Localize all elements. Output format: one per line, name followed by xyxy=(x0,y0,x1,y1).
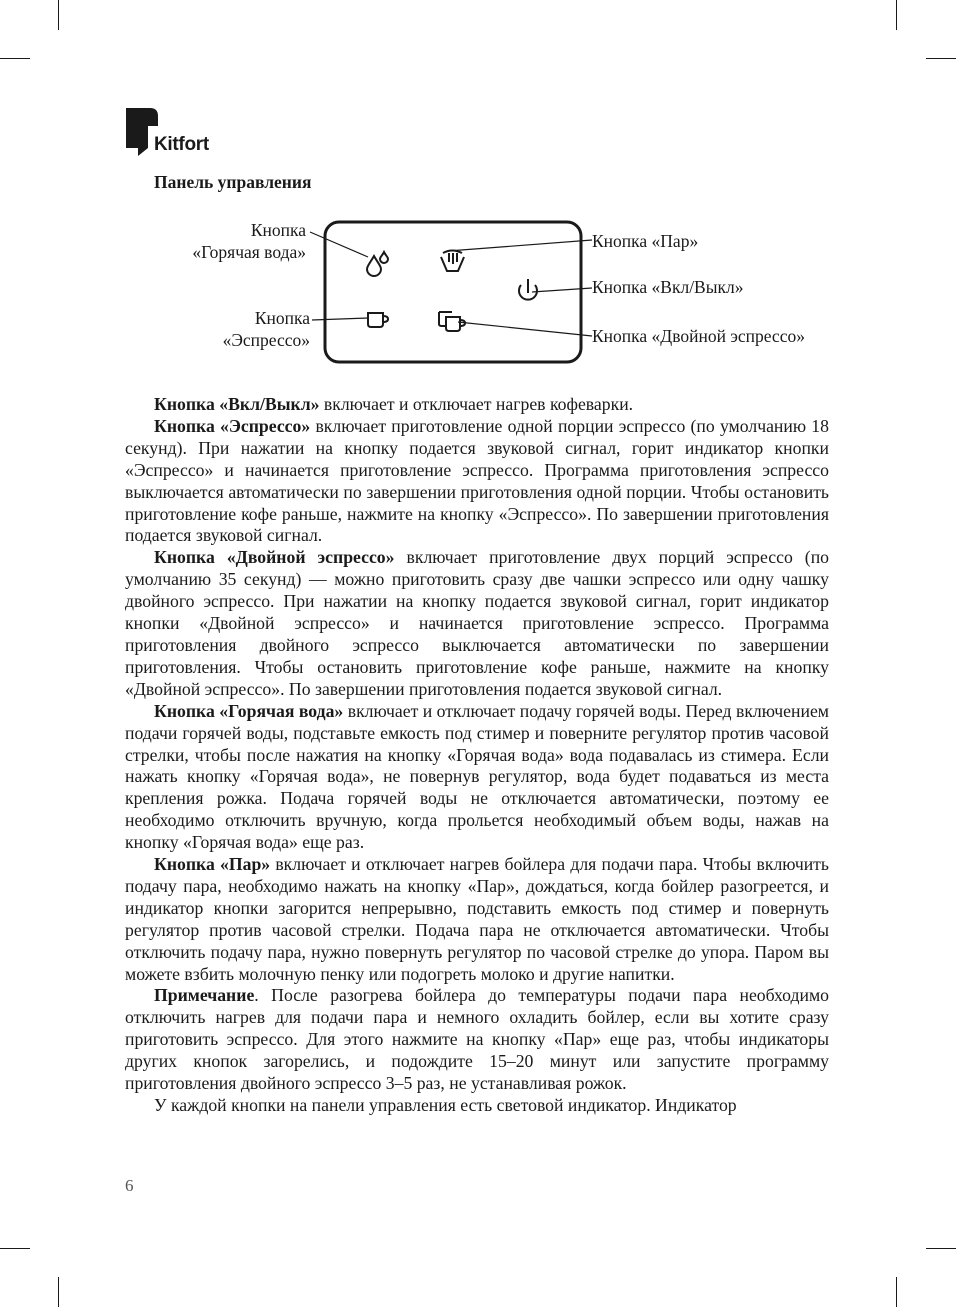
page-number: 6 xyxy=(125,1176,134,1195)
crop-mark xyxy=(58,1277,59,1307)
cup-icon xyxy=(368,313,388,327)
label-double-espresso: Кнопка «Двойной эспрессо» xyxy=(592,326,805,346)
leader-espresso xyxy=(312,318,368,320)
label-espresso xyxy=(160,307,310,351)
paragraph-lead: Кнопка «Двойной эспрессо» xyxy=(154,547,395,568)
label-hot-water xyxy=(160,219,306,263)
paragraph xyxy=(125,547,829,700)
paragraph-lead: Примечание xyxy=(154,985,255,1006)
double-cup-icon xyxy=(439,312,465,331)
paragraph xyxy=(125,985,829,1095)
paragraph-lead: Кнопка «Горячая вода» xyxy=(154,700,344,721)
water-drops-icon xyxy=(367,252,388,276)
crop-mark xyxy=(926,1248,956,1249)
paragraph-text: включает приготовление двух порций эспрессо (по умолчанию 35 секунд) — можно приготовить сразу две чашки эспрессо или одну чашку двойного эспрессо. При нажатии на кнопку подается звуковой сигнал, горит индикатор кнопки «Двойной эспрессо» и начинается приготовление эспрессо. Программа приготовления двойного эспрессо выключается автоматически по завершении приготовления. Чтобы остановить приготовление кофе раньше, нажмите на кнопку «Двойной эспрессо». По завершении приготовления подается звуковой сигнал. xyxy=(125,547,829,699)
paragraph xyxy=(125,394,829,416)
label-hot-water-line1: Кнопка xyxy=(250,220,306,240)
body-text xyxy=(125,394,829,1117)
label-espresso-line2: «Эспрессо» xyxy=(222,330,310,350)
crop-mark xyxy=(0,1248,30,1249)
paragraph-lead: Кнопка «Вкл/Выкл» xyxy=(154,394,320,414)
paragraph-text: . После разогрева бойлера до температуры подачи пара необходимо отключить нагрев для подачи пара и немного охладить бойлер, если вы хотите сразу приготовить эспрессо. Для этого нажмите на кнопку «Пар» еще раз, чтобы индикаторы других кнопок загорелись, и подождите 15–20 минут или запустите программу приготовления двойного эспрессо 3–5 раз, не устанавливая рожок. xyxy=(125,985,829,1094)
brand-name: Kitfort xyxy=(154,134,209,155)
paragraph-lead: Кнопка «Пар» xyxy=(154,854,271,875)
paragraph xyxy=(125,701,829,854)
power-icon xyxy=(519,279,537,300)
leader-hot-water xyxy=(310,232,368,257)
label-steam: Кнопка «Пар» xyxy=(592,231,699,251)
paragraph xyxy=(125,416,829,547)
paragraph-text: включает и отключает нагрев кофеварки. xyxy=(319,394,634,414)
paragraph-text: включает и отключает подачу горячей воды. Перед включением подачи горячей воды, подставьте емкость под стимер и поверните регулятор против часовой стрелки, чтобы после нажатия на кнопку «Горячая вода» вода подавалась из стимера. Если нажать кнопку «Горячая вода», не повернув регулятор, вода будет подаваться из места крепления рожка. Подача горячей воды не отключается автоматически, поэтому ее необходимо отключить вручную, когда прольется необходимый объем воды, нажав на кнопку «Горячая вода» еще раз. xyxy=(125,700,829,853)
paragraph xyxy=(125,1095,829,1117)
control-panel-diagram xyxy=(0,0,956,400)
steam-icon xyxy=(441,251,464,272)
panel-drawing xyxy=(0,0,956,400)
leader-steam xyxy=(448,240,592,251)
label-power: Кнопка «Вкл/Выкл» xyxy=(592,277,744,297)
paragraph-text: включает приготовление одной порции эспрессо (по умолчанию 18 секунд). При нажатии на кнопку подается звуковой сигнал, горит индикатор кнопки «Эспрессо» и начинается приготовление эспрессо. Программа приготовления эспрессо выключается автоматически по завершении приготовления одной порции. Чтобы остановить приготовление кофе раньше, нажмите на кнопку «Эспрессо». По завершении приготовления подается звуковой сигнал. xyxy=(125,415,829,546)
section-title: Панель управления xyxy=(154,172,312,192)
leader-double xyxy=(458,322,592,336)
leader-power xyxy=(532,288,592,292)
paragraph-lead: Кнопка «Эспрессо» xyxy=(154,415,311,436)
paragraph-text: У каждой кнопки на панели управления есть световой индикатор. Индикатор xyxy=(154,1095,737,1115)
crop-mark xyxy=(896,1277,897,1307)
panel-outline xyxy=(325,222,581,362)
label-espresso-line1: Кнопка xyxy=(254,308,310,328)
paragraph-text: включает и отключает нагрев бойлера для подачи пара. Чтобы включить подачу пара, необходимо нажать на кнопку «Пар», дождаться, когда бойлер разогреется, и индикатор кнопки загорится непрерывно, подставить емкость под стимер и повернуть регулятор против часовой стрелки. Подача пара не отключается автоматически. Чтобы отключить подачу пара, нужно повернуть регулятор по часовой стрелке до упора. Паром вы можете взбить молочную пенку или подогреть молоко и другие напитки. xyxy=(125,854,829,984)
label-hot-water-line2: «Горячая вода» xyxy=(192,242,306,262)
paragraph xyxy=(125,854,829,985)
